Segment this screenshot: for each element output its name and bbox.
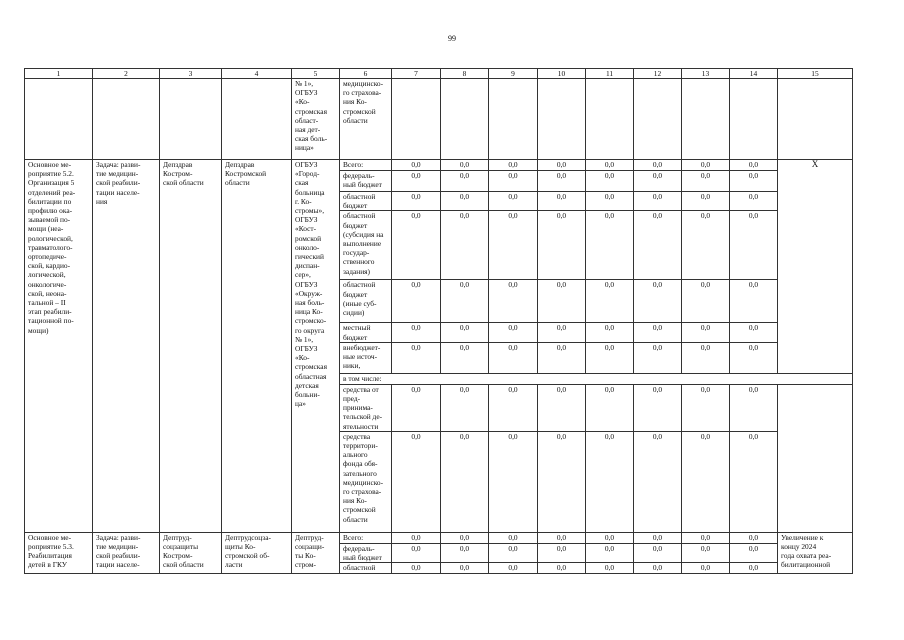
value-cell: 0,0 [538, 543, 586, 562]
value-cell: 0,0 [489, 211, 538, 280]
value-cell: 0,0 [730, 563, 778, 574]
funding-source-cell: областной бюджет (иные суб- сидии) [340, 280, 392, 323]
measure-cell: Основное ме- роприятие 5.3. Реабилитация детей в ГКУ [25, 532, 93, 573]
value-cell: 0,0 [682, 323, 730, 342]
empty-cell [160, 79, 222, 160]
value-cell: 0,0 [392, 431, 441, 532]
empty-cell [25, 79, 93, 160]
header-cell: 3 [160, 69, 222, 79]
value-cell: 0,0 [392, 171, 441, 192]
funding-source-cell: в том числе: [340, 373, 853, 384]
empty-cell [634, 79, 682, 160]
value-cell: 0,0 [682, 211, 730, 280]
value-cell: 0,0 [441, 384, 489, 431]
empty-cell [586, 79, 634, 160]
value-cell: 0,0 [489, 532, 538, 543]
value-cell: 0,0 [682, 342, 730, 373]
table-row [25, 532, 853, 543]
value-cell: 0,0 [586, 342, 634, 373]
value-cell: 0,0 [634, 211, 682, 280]
value-cell: 0,0 [392, 543, 441, 562]
header-cell: 14 [730, 69, 778, 79]
value-cell: 0,0 [392, 563, 441, 574]
value-cell: 0,0 [730, 280, 778, 323]
funding-source-cell: Всего: [340, 532, 392, 543]
value-cell: 0,0 [489, 384, 538, 431]
value-cell: 0,0 [586, 171, 634, 192]
funding-source-cell: средства территори- ального фонда обя- зательного медицинско- го страхова- ния Ко- стромской области [340, 431, 392, 532]
header-cell: 15 [778, 69, 853, 79]
coexecutor-cell: Депздрав Костромской области [222, 160, 292, 533]
executor-cell: Дептруд- соцзащи- ты Ко- стром- [292, 532, 340, 573]
empty-cell [730, 79, 778, 160]
funding-source-cell: медицинско- го страхова- ния Ко- стромской области [340, 79, 392, 160]
funding-source-cell: областной бюджет [340, 192, 392, 211]
executor-cell: № 1», ОГБУЗ «Ко- стромская област- ная дет- ская боль- ница» [292, 79, 340, 160]
value-cell: 0,0 [489, 543, 538, 562]
value-cell: 0,0 [538, 563, 586, 574]
value-cell: 0,0 [634, 384, 682, 431]
value-cell: 0,0 [682, 543, 730, 562]
value-cell: 0,0 [730, 171, 778, 192]
value-cell: 0,0 [730, 431, 778, 532]
value-cell: 0,0 [489, 160, 538, 171]
value-cell: 0,0 [634, 280, 682, 323]
value-cell: 0,0 [441, 323, 489, 342]
value-cell: 0,0 [682, 431, 730, 532]
header-cell: 2 [93, 69, 160, 79]
funding-source-cell: областной бюджет (субсидия на выполнение государ- ственного задания) [340, 211, 392, 280]
value-cell: 0,0 [634, 543, 682, 562]
value-cell: 0,0 [392, 211, 441, 280]
value-cell: 0,0 [538, 431, 586, 532]
responsible-cell: Дептруд- соцзащиты Костром- ской области [160, 532, 222, 573]
header-cell: 4 [222, 69, 292, 79]
value-cell: 0,0 [538, 532, 586, 543]
value-cell: 0,0 [586, 211, 634, 280]
header-cell: 12 [634, 69, 682, 79]
value-cell: 0,0 [586, 192, 634, 211]
value-cell: 0,0 [538, 384, 586, 431]
funding-source-cell: областной [340, 563, 392, 574]
header-row [25, 69, 853, 79]
value-cell: 0,0 [392, 192, 441, 211]
value-cell: 0,0 [682, 280, 730, 323]
funding-source-cell: Всего: [340, 160, 392, 171]
value-cell: 0,0 [441, 160, 489, 171]
value-cell: 0,0 [392, 280, 441, 323]
empty-cell [392, 79, 441, 160]
value-cell: 0,0 [392, 160, 441, 171]
value-cell: 0,0 [586, 532, 634, 543]
header-cell: 5 [292, 69, 340, 79]
empty-cell [489, 79, 538, 160]
value-cell: 0,0 [586, 323, 634, 342]
value-cell: 0,0 [538, 160, 586, 171]
value-cell: 0,0 [730, 192, 778, 211]
header-cell: 6 [340, 69, 392, 79]
value-cell: 0,0 [441, 192, 489, 211]
result-cell: Увеличение к концу 2024 года охвата реа- билитационной [778, 532, 853, 573]
empty-cell [93, 79, 160, 160]
value-cell: 0,0 [538, 192, 586, 211]
header-cell: 13 [682, 69, 730, 79]
value-cell: 0,0 [682, 563, 730, 574]
task-cell: Задача: разви- тие медицин- ской реабили- тации населе- [93, 532, 160, 573]
empty-cell [778, 79, 853, 160]
funding-source-cell: местный бюджет [340, 323, 392, 342]
value-cell: 0,0 [730, 543, 778, 562]
header-cell: 9 [489, 69, 538, 79]
value-cell: 0,0 [489, 342, 538, 373]
value-cell: 0,0 [489, 192, 538, 211]
page-number: 99 [448, 34, 456, 43]
header-cell: 8 [441, 69, 489, 79]
value-cell: 0,0 [392, 532, 441, 543]
responsible-cell: Депздрав Костром- ской области [160, 160, 222, 533]
value-cell: 0,0 [441, 543, 489, 562]
value-cell: 0,0 [634, 171, 682, 192]
value-cell: 0,0 [538, 171, 586, 192]
value-cell: 0,0 [634, 431, 682, 532]
value-cell: 0,0 [730, 384, 778, 431]
value-cell: 0,0 [489, 431, 538, 532]
value-cell: 0,0 [489, 323, 538, 342]
header-cell: 10 [538, 69, 586, 79]
value-cell: 0,0 [392, 323, 441, 342]
measure-cell: Основное ме- роприятие 5.2. Организация 5 отделений реа- билитации по профилю ока- зываемой по- мощи (неа- рологической, травматолого- ортопедиче- ской, кардио- логической, онкологиче- ской, неона- тальной – II этап реабили- тационной по- мощи) [25, 160, 93, 533]
value-cell: 0,0 [730, 323, 778, 342]
value-cell: 0,0 [586, 431, 634, 532]
value-cell: 0,0 [634, 563, 682, 574]
header-cell: 11 [586, 69, 634, 79]
value-cell: 0,0 [441, 280, 489, 323]
value-cell: 0,0 [586, 563, 634, 574]
value-cell: 0,0 [538, 342, 586, 373]
funding-source-cell: федераль- ный бюджет [340, 171, 392, 192]
program-table [24, 68, 853, 574]
value-cell: 0,0 [489, 171, 538, 192]
value-cell: 0,0 [586, 280, 634, 323]
value-cell: 0,0 [441, 342, 489, 373]
value-cell: 0,0 [682, 384, 730, 431]
empty-cell [682, 79, 730, 160]
value-cell: 0,0 [538, 323, 586, 342]
value-cell: 0,0 [538, 280, 586, 323]
value-cell: 0,0 [441, 431, 489, 532]
empty-cell [538, 79, 586, 160]
funding-source-cell: средства от пред- принима- тельской де- ятельности [340, 384, 392, 431]
value-cell: 0,0 [586, 160, 634, 171]
value-cell: 0,0 [682, 160, 730, 171]
empty-cell [441, 79, 489, 160]
value-cell: 0,0 [682, 192, 730, 211]
value-cell: 0,0 [730, 342, 778, 373]
value-cell: 0,0 [489, 563, 538, 574]
value-cell: 0,0 [634, 160, 682, 171]
table-row [25, 79, 853, 160]
header-cell: 7 [392, 69, 441, 79]
value-cell: 0,0 [441, 563, 489, 574]
value-cell: 0,0 [682, 532, 730, 543]
value-cell: 0,0 [730, 160, 778, 171]
executor-cell: ОГБУЗ «Город- ская больница г. Ко- стромы», ОГБУЗ «Кост- ромской онколо- гический диспан- сер», ОГБУЗ «Окруж- ная боль- ница Ко- стромско- го округа № 1», ОГБУЗ «Ко- стромская областная детская больни- ца» [292, 160, 340, 533]
value-cell: 0,0 [392, 384, 441, 431]
funding-source-cell: федераль- ный бюджет [340, 543, 392, 562]
value-cell: 0,0 [441, 532, 489, 543]
table-row [25, 160, 853, 171]
header-cell: 1 [25, 69, 93, 79]
task-cell: Задача: разви- тие медицин- ской реабили- тации населе- ния [93, 160, 160, 533]
coexecutor-cell: Дептрудсоцза- щиты Ко- стромской об- ласти [222, 532, 292, 573]
value-cell: 0,0 [634, 192, 682, 211]
funding-source-cell: внебюджет- ные источ- ники, [340, 342, 392, 373]
result-cell: X [778, 160, 853, 374]
value-cell: 0,0 [586, 543, 634, 562]
result-cell [778, 384, 853, 532]
value-cell: 0,0 [682, 171, 730, 192]
value-cell: 0,0 [634, 532, 682, 543]
value-cell: 0,0 [392, 342, 441, 373]
empty-cell [222, 79, 292, 160]
value-cell: 0,0 [441, 171, 489, 192]
value-cell: 0,0 [730, 211, 778, 280]
value-cell: 0,0 [441, 211, 489, 280]
value-cell: 0,0 [586, 384, 634, 431]
value-cell: 0,0 [538, 211, 586, 280]
value-cell: 0,0 [730, 532, 778, 543]
value-cell: 0,0 [634, 342, 682, 373]
value-cell: 0,0 [489, 280, 538, 323]
value-cell: 0,0 [634, 323, 682, 342]
